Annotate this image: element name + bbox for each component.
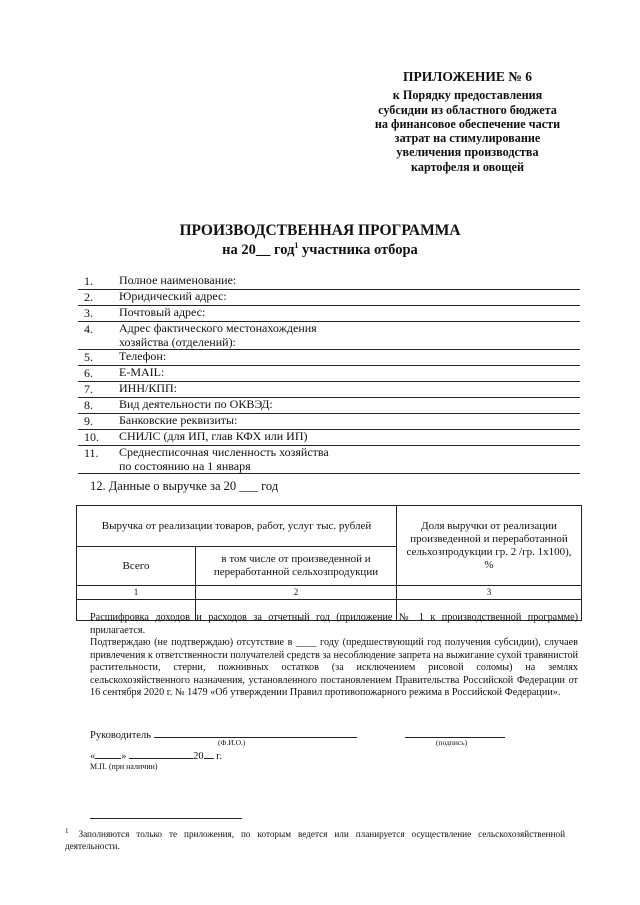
form-item-actual-address[interactable] xyxy=(78,322,580,350)
form-item-legal-address[interactable] xyxy=(78,290,580,306)
fio-caption: (Ф.И.О.) xyxy=(218,738,246,747)
form-item-number: 2. xyxy=(84,290,93,304)
column-number: 1 xyxy=(77,586,196,600)
form-item-label: Юридический адрес: xyxy=(119,289,227,303)
form-item-okved[interactable] xyxy=(78,398,580,414)
form-item-number: 9. xyxy=(84,414,93,429)
paragraph-confirmation: Подтверждаю (не подтверждаю) отсутствие в ____ году (предшествующий год получения субсидии), случаев привлечения к ответственности получателей средств за несоблюдение запрета на выжигание сухой травянистой растительности, стерни, пожнивных остатков (за исключением рисовой соломы) на землях сельскохозяйственного назначения, установленного постановлением Правительства Российской Федерации от 16 сентября 2020 г. № 1479 «Об утверждении Правил противопожарного режима в Российской Федерации». xyxy=(90,637,578,699)
form-item-full-name[interactable] xyxy=(78,274,580,290)
fio-line[interactable] xyxy=(154,727,357,738)
header-incl: в том числе от произведенной и переработанной сельхозпродукции xyxy=(196,547,397,586)
header-revenue-group: Выручка от реализации товаров, работ, услуг тыс. рублей xyxy=(77,506,397,547)
footnote-text: Заполняются только те приложения, по которым ведется или планируется осуществление сельскохозяйственной деятельности. xyxy=(65,829,565,852)
header-total: Всего xyxy=(77,547,196,586)
footnote-divider xyxy=(90,818,242,819)
form-item-label: СНИЛС (для ИП, глав КФХ или ИП) xyxy=(119,429,308,444)
appendix-line: затрат на стимулирование xyxy=(394,131,541,146)
column-number: 2 xyxy=(196,586,397,600)
form-item-phone[interactable] xyxy=(78,350,580,366)
form-item-number: 4. xyxy=(84,322,93,336)
appendix-line: субсидии из областного бюджета xyxy=(378,102,557,117)
form-item-label: Вид деятельности по ОКВЭД: xyxy=(119,397,273,412)
form-item-label: Банковские реквизиты: xyxy=(119,413,238,428)
form-item-number: 7. xyxy=(84,382,93,397)
form-item-label: Среднесписочная численность хозяйства по состоянию на 1 января xyxy=(119,445,329,473)
stamp-caption: М.П. (при наличии) xyxy=(90,762,158,771)
form-item-postal-address[interactable] xyxy=(78,306,580,322)
appendix-line: увеличения производства xyxy=(396,145,539,160)
subtitle-year: на 20__ год xyxy=(222,241,295,258)
form-item-label: E-MAIL: xyxy=(119,365,165,380)
quote-close: » xyxy=(121,751,127,762)
form-item-inn-kpp[interactable] xyxy=(78,382,580,398)
form-item-label: Почтовый адрес: xyxy=(119,305,206,319)
column-number: 3 xyxy=(397,586,582,600)
revenue-heading: 12. Данные о выручке за 20 ___ год xyxy=(90,479,279,493)
form-item-email[interactable] xyxy=(78,366,580,382)
date-line xyxy=(90,748,222,762)
year-suffix: г. xyxy=(216,751,222,762)
form-item-number: 10. xyxy=(84,430,99,445)
document-title: ПРОИЗВОДСТВЕННАЯ ПРОГРАММА xyxy=(179,222,461,239)
form-item-number: 6. xyxy=(84,366,93,381)
form-items-list xyxy=(78,274,580,474)
header-share: Доля выручки от реализации произведенной и переработанной сельхозпродукции гр. 2 /гр. 1х100), % xyxy=(397,506,582,586)
form-item-number: 3. xyxy=(84,306,93,320)
appendix-line: к Порядку предоставления xyxy=(392,88,543,103)
appendix-line: на финансовое обеспечение части xyxy=(374,116,561,131)
quote-open: « xyxy=(90,751,96,762)
form-item-label: ИНН/КПП: xyxy=(119,381,178,396)
date-month-field[interactable] xyxy=(129,748,193,759)
footnote xyxy=(65,825,565,852)
year-prefix: 20 xyxy=(193,751,204,762)
signature-caption: (подпись) xyxy=(436,738,468,747)
form-item-number: 5. xyxy=(84,350,93,365)
date-day-field[interactable] xyxy=(95,748,121,759)
appendix-title: ПРИЛОЖЕНИЕ № 6 xyxy=(403,69,532,84)
form-item-label: Телефон: xyxy=(119,349,167,364)
date-year-field[interactable] xyxy=(204,748,214,759)
footnote-ref: 1 xyxy=(294,241,299,250)
form-item-number: 11. xyxy=(84,446,99,461)
form-item-bank-details[interactable] xyxy=(78,414,580,430)
revenue-table xyxy=(76,505,582,621)
form-item-snils[interactable] xyxy=(78,430,580,446)
signature-line[interactable] xyxy=(405,727,505,738)
form-item-headcount[interactable] xyxy=(78,446,580,474)
subtitle-rest: участника отбора xyxy=(298,241,418,258)
head-label: Руководитель xyxy=(90,730,151,741)
form-item-number: 1. xyxy=(84,274,93,288)
paragraph-income-breakdown: Расшифровка доходов и расходов за отчетный год (приложение № 1 к производственной программе) прилагается. xyxy=(90,612,578,636)
document-subtitle xyxy=(0,241,640,259)
footnote-mark: 1 xyxy=(65,827,69,835)
form-item-label: Полное наименование: xyxy=(119,273,237,287)
appendix-line: картофеля и овощей xyxy=(411,159,524,174)
form-item-number: 8. xyxy=(84,398,93,413)
appendix-header xyxy=(340,70,595,174)
form-item-label: Адрес фактического местонахождения хозяйства (отделений): xyxy=(119,321,317,349)
